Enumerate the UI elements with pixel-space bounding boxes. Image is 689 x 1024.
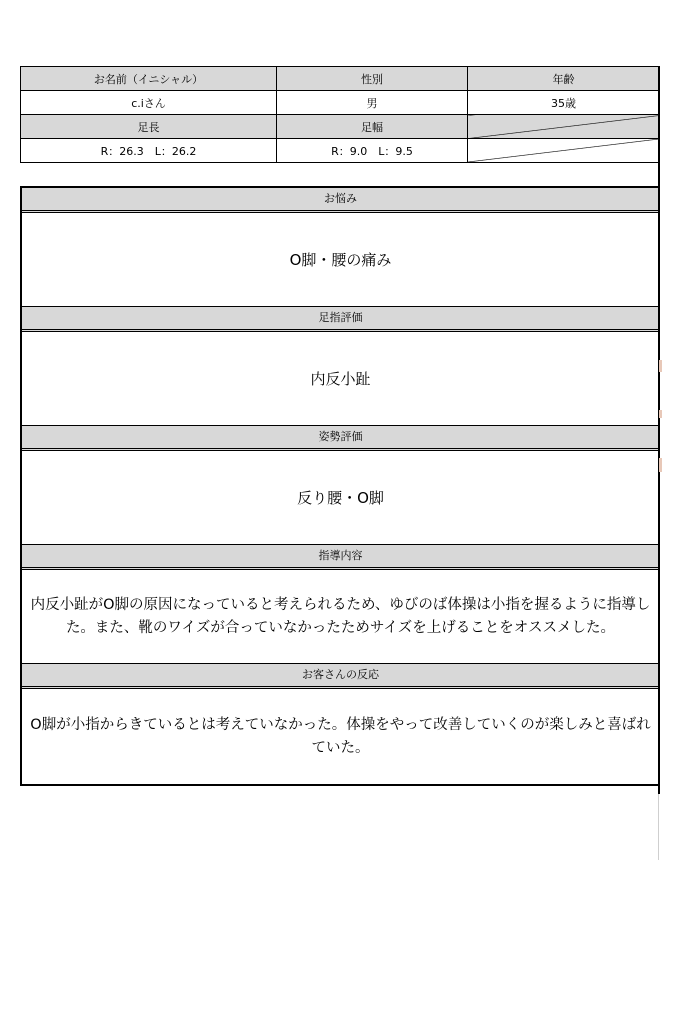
customer-reaction-header: お客さんの反応 xyxy=(22,663,659,689)
gender-value: 男 xyxy=(277,91,468,115)
foot-length-value: R：26.3 L：26.2 xyxy=(21,139,277,163)
foot-header-row xyxy=(21,115,660,139)
posture-evaluation-header: 姿勢評価 xyxy=(22,425,659,451)
edge-speck xyxy=(659,410,662,418)
profile-header-row xyxy=(21,67,660,91)
foot-value-row xyxy=(21,139,660,163)
name-value: c.iさん xyxy=(21,91,277,115)
empty-diagonal-cell xyxy=(468,139,660,163)
concern-text: O脚・腰の痛み xyxy=(289,251,392,269)
age-value: 35歳 xyxy=(468,91,660,115)
guidance-text: 内反小趾がO脚の原因になっていると考えられるため、ゆびのば体操は小指を握るように指導した。また、靴のワイズが合っていなかったためサイズを上げることをオススメした。 xyxy=(30,596,651,636)
foot-length-header: 足長 xyxy=(21,115,277,139)
foot-width-header: 足幅 xyxy=(277,115,468,139)
edge-speck xyxy=(659,458,662,472)
right-border-line xyxy=(658,66,660,794)
empty-diagonal-cell xyxy=(468,115,660,139)
profile-value-row xyxy=(21,91,660,115)
toe-evaluation-header: 足指評価 xyxy=(22,306,659,332)
foot-width-value: R：9.0 L：9.5 xyxy=(277,139,468,163)
toe-evaluation-text: 内反小趾 xyxy=(310,370,371,388)
guidance-header: 指導内容 xyxy=(22,544,659,570)
faint-edge-line xyxy=(658,794,659,860)
gender-header: 性別 xyxy=(277,67,468,91)
profile-table xyxy=(20,66,660,163)
concern-header: お悩み xyxy=(22,188,659,213)
customer-reaction-text: O脚が小指からきているとは考えていなかった。体操をやって改善していくのが楽しみと喜ばれていた。 xyxy=(30,716,651,756)
report-box xyxy=(20,186,659,786)
posture-evaluation-text: 反り腰・O脚 xyxy=(297,489,384,507)
age-header: 年齢 xyxy=(468,67,660,91)
name-header: お名前（イニシャル） xyxy=(21,67,277,91)
edge-speck xyxy=(659,360,662,372)
